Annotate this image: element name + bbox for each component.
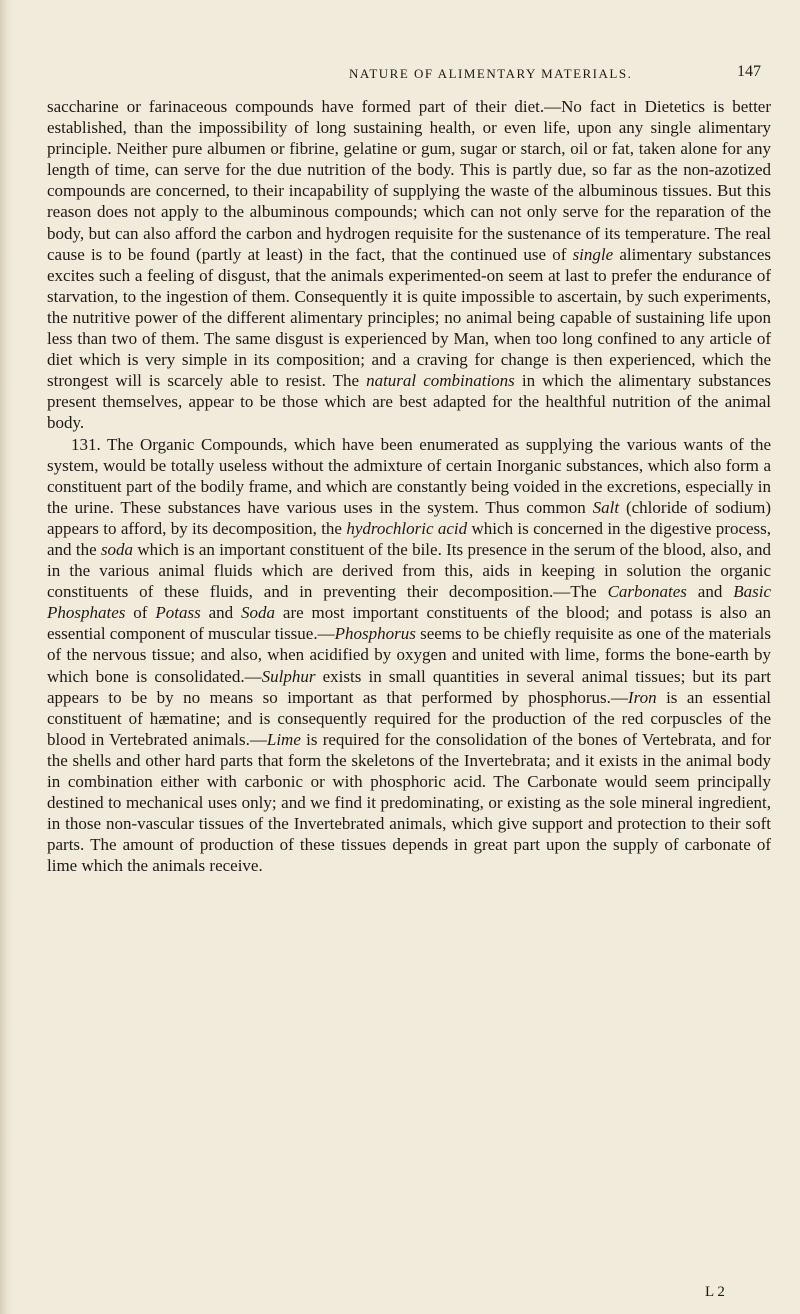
- emphasis-lime: Lime: [266, 729, 301, 749]
- paragraph-diet-principles: saccharine or farinaceous compounds have formed part of their diet.—No fact in Dietetics is better established, than the impossibility of long sustaining health, or even life, upon any single alimentary principle. Neither pure albumen or fibrine, gelatine or gum, sugar or starch, oil or fat, taken alone for any length of time, can serve for the due nutrition of the body. This is partly due, so far as the non-azotized compounds are concerned, to their incapability of supplying the waste of the albuminous tissues. But this reason does not apply to the albuminous compounds; which can not only serve for the reparation of the body, but can also afford the carbon and hydrogen requisite for the sustenance of its temperature. The real cause is to be found (partly at least) in the fact, that the continued use of single alimentary substances excites such a feeling of disgust, that the animals experimented-on seem at last to prefer the endurance of starvation, to the ingestion of them. Consequently it is quite impossible to ascertain, by such experiments, the nutritive power of the different alimentary principles; no animal being capable of sustaining life upon less than two of them. The same disgust is experienced by Man, when too long confined to any article of diet which is very simple in its composition; and a craving for change is then experienced, which the strongest will is scarcely able to resist. The natural combinations in which the alimentary substances present themselves, appear to be those which are best adapted for the healthful nutrition of the animal body.: [47, 97, 772, 433]
- emphasis-soda-capital: Soda: [241, 603, 276, 623]
- emphasis-hydrochloric-acid: hydrochloric acid: [346, 518, 468, 538]
- paragraph-131-inorganic-substances: 131. The Organic Compounds, which have been enumerated as supplying the various wants of the system, would be totally useless without the admixture of certain Inorganic substances, which also form a constituent part of the bodily frame, and which are constantly being voided in the excretions, especially in the urine. These substances have various uses in the system. Thus common Salt (chloride of sodium) appears to afford, by its decomposition, the hydrochloric acid which is concerned in the digestive process, and the soda which is an important constituent of the bile. Its presence in the serum of the blood, also, and in the various animal fluids which are derived from this, aids in keeping in solution the organic constituents of these fluids, and in preventing their decomposition.—The Carbonates and Basic Phosphates of Potass and Soda are most important constituents of the blood; and potass is also an essential component of muscular tissue.—Phosphorus seems to be chiefly requisite as one of the materials of the nervous tissue; and also, when acidified by oxygen and united with lime, forms the bone-earth by which bone is consolidated.—Sulphur exists in small quantities in several animal tissues; but its part appears to be by no means so important as that performed by phosphorus.—Iron is an essential constituent of hæmatine; and is consequently required for the production of the red corpuscles of the blood in Vertebrated animals.—Lime is required for the consolidation of the bones of Vertebrata, and for the shells and other hard parts that form the skeletons of the Invertebrata; and it exists in the animal body in combination either with carbonic or with phosphoric acid. The Carbonate would seem principally destined to mechanical uses only; and we find it predominating, or existing as the sole mineral ingredient, in those non-vascular tissues of the Invertebrated animals, which give support and protection to their soft parts. The amount of production of these tissues depends in great part upon the supply of carbonate of lime which the animals receive.: [47, 434, 772, 876]
- emphasis-sulphur: Sulphur: [261, 666, 316, 686]
- running-title: NATURE OF ALIMENTARY MATERIALS.: [349, 66, 633, 81]
- emphasis-single: single: [572, 244, 614, 264]
- body-text: [47, 96, 771, 876]
- emphasis-potass: Potass: [155, 603, 201, 623]
- signature-mark: L 2: [705, 1284, 725, 1300]
- emphasis-soda: soda: [100, 539, 134, 559]
- page-gutter-shadow: [0, 0, 12, 1314]
- emphasis-phosphorus: Phosphorus: [334, 624, 416, 644]
- page-number: 147: [737, 63, 761, 80]
- emphasis-basic-phosphates: Basic Phosphates: [47, 582, 772, 623]
- emphasis-carbonates: Carbonates: [607, 582, 687, 602]
- emphasis-natural-combinations: natural combinations: [366, 371, 515, 391]
- running-head: [0, 63, 800, 90]
- emphasis-iron: Iron: [627, 687, 657, 707]
- emphasis-salt: Salt: [592, 497, 620, 517]
